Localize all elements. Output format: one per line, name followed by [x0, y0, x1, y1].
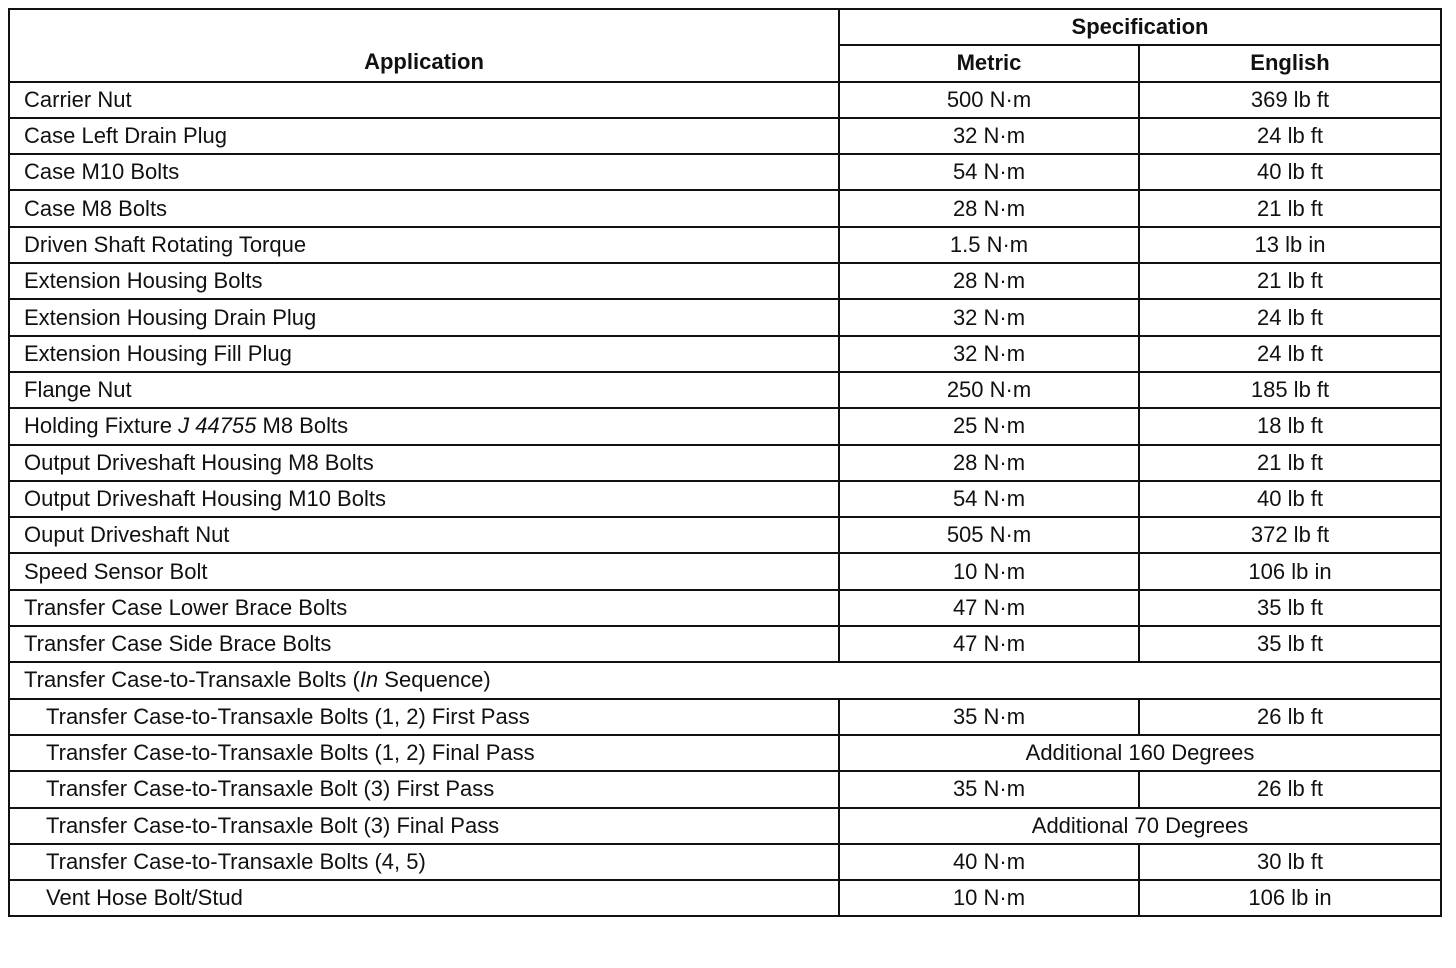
table-row	[9, 481, 1441, 517]
english-cell: 185 lb ft	[1139, 372, 1441, 408]
metric-cell: 32 N·m	[839, 336, 1139, 372]
tool-number: J 44755	[178, 413, 257, 439]
table-row	[9, 880, 1441, 916]
application-cell: Speed Sensor Bolt	[9, 553, 839, 589]
english-cell: 369 lb ft	[1139, 82, 1441, 118]
english-cell: 24 lb ft	[1139, 118, 1441, 154]
english-cell: 24 lb ft	[1139, 336, 1441, 372]
metric-cell: 28 N·m	[839, 263, 1139, 299]
application-cell: Flange Nut	[9, 372, 839, 408]
application-cell: Carrier Nut	[9, 82, 839, 118]
metric-cell: 10 N·m	[839, 553, 1139, 589]
group-title-cell	[9, 662, 1441, 698]
application-cell: Case Left Drain Plug	[9, 118, 839, 154]
group-header-row	[9, 662, 1441, 698]
english-cell: 26 lb ft	[1139, 771, 1441, 807]
application-cell: Transfer Case-to-Transaxle Bolts (1, 2) Final Pass	[9, 735, 839, 771]
table-row	[9, 808, 1441, 844]
table-row	[9, 336, 1441, 372]
metric-cell: 1.5 N·m	[839, 227, 1139, 263]
fastener-torque-spec-table	[8, 8, 1442, 917]
table-row	[9, 263, 1441, 299]
merged-spec-cell: Additional 70 Degrees	[839, 808, 1441, 844]
metric-cell: 250 N·m	[839, 372, 1139, 408]
english-cell: 106 lb in	[1139, 553, 1441, 589]
application-cell: Transfer Case Side Brace Bolts	[9, 626, 839, 662]
application-cell: Ouput Driveshaft Nut	[9, 517, 839, 553]
metric-cell: 10 N·m	[839, 880, 1139, 916]
table-row	[9, 517, 1441, 553]
english-cell: 21 lb ft	[1139, 263, 1441, 299]
application-cell: Vent Hose Bolt/Stud	[9, 880, 839, 916]
english-cell: 372 lb ft	[1139, 517, 1441, 553]
metric-cell: 47 N·m	[839, 626, 1139, 662]
application-text-suffix: M8 Bolts	[256, 413, 349, 439]
application-cell: Transfer Case-to-Transaxle Bolts (1, 2) First Pass	[9, 699, 839, 735]
metric-cell: 28 N·m	[839, 190, 1139, 226]
metric-cell: 54 N·m	[839, 154, 1139, 190]
group-title-italic: In	[359, 667, 379, 693]
application-cell: Extension Housing Fill Plug	[9, 336, 839, 372]
metric-cell: 500 N·m	[839, 82, 1139, 118]
table-row	[9, 844, 1441, 880]
metric-cell: 35 N·m	[839, 699, 1139, 735]
english-cell: 35 lb ft	[1139, 626, 1441, 662]
application-cell: Transfer Case Lower Brace Bolts	[9, 590, 839, 626]
application-cell: Output Driveshaft Housing M8 Bolts	[9, 445, 839, 481]
group-title-suffix: Sequence)	[378, 667, 491, 693]
metric-cell: 54 N·m	[839, 481, 1139, 517]
table-row	[9, 372, 1441, 408]
table-row	[9, 445, 1441, 481]
metric-cell: 35 N·m	[839, 771, 1139, 807]
table-row	[9, 227, 1441, 263]
english-cell: 21 lb ft	[1139, 445, 1441, 481]
metric-cell: 32 N·m	[839, 118, 1139, 154]
english-cell: 40 lb ft	[1139, 154, 1441, 190]
application-column-header: Application	[9, 9, 839, 82]
english-cell: 13 lb in	[1139, 227, 1441, 263]
english-cell: 40 lb ft	[1139, 481, 1441, 517]
english-column-header: English	[1139, 45, 1441, 81]
table-row	[9, 299, 1441, 335]
application-cell: Output Driveshaft Housing M10 Bolts	[9, 481, 839, 517]
table-header-row	[9, 9, 1441, 45]
table-row	[9, 190, 1441, 226]
table-row	[9, 735, 1441, 771]
table-row	[9, 154, 1441, 190]
table-row	[9, 771, 1441, 807]
application-cell: Extension Housing Drain Plug	[9, 299, 839, 335]
group-title-prefix: Transfer Case-to-Transaxle Bolts (	[24, 667, 360, 693]
english-cell: 30 lb ft	[1139, 844, 1441, 880]
table-row	[9, 408, 1441, 444]
metric-cell: 32 N·m	[839, 299, 1139, 335]
application-cell: Transfer Case-to-Transaxle Bolts (4, 5)	[9, 844, 839, 880]
application-cell	[9, 408, 839, 444]
english-cell: 24 lb ft	[1139, 299, 1441, 335]
specification-column-header: Specification	[839, 9, 1441, 45]
metric-cell: 47 N·m	[839, 590, 1139, 626]
application-text-prefix: Holding Fixture	[24, 413, 179, 439]
table-row	[9, 553, 1441, 589]
english-cell: 106 lb in	[1139, 880, 1441, 916]
table-row	[9, 590, 1441, 626]
metric-cell: 28 N·m	[839, 445, 1139, 481]
merged-spec-cell: Additional 160 Degrees	[839, 735, 1441, 771]
application-cell: Driven Shaft Rotating Torque	[9, 227, 839, 263]
english-cell: 21 lb ft	[1139, 190, 1441, 226]
english-cell: 18 lb ft	[1139, 408, 1441, 444]
metric-cell: 40 N·m	[839, 844, 1139, 880]
english-cell: 35 lb ft	[1139, 590, 1441, 626]
table-row	[9, 626, 1441, 662]
table-row	[9, 699, 1441, 735]
metric-cell: 25 N·m	[839, 408, 1139, 444]
application-cell: Transfer Case-to-Transaxle Bolt (3) First Pass	[9, 771, 839, 807]
application-cell: Transfer Case-to-Transaxle Bolt (3) Final Pass	[9, 808, 839, 844]
application-cell: Case M10 Bolts	[9, 154, 839, 190]
metric-column-header: Metric	[839, 45, 1139, 81]
table-row	[9, 118, 1441, 154]
english-cell: 26 lb ft	[1139, 699, 1441, 735]
spec-table-container	[8, 8, 1440, 917]
application-cell: Case M8 Bolts	[9, 190, 839, 226]
table-row	[9, 82, 1441, 118]
application-cell: Extension Housing Bolts	[9, 263, 839, 299]
metric-cell: 505 N·m	[839, 517, 1139, 553]
